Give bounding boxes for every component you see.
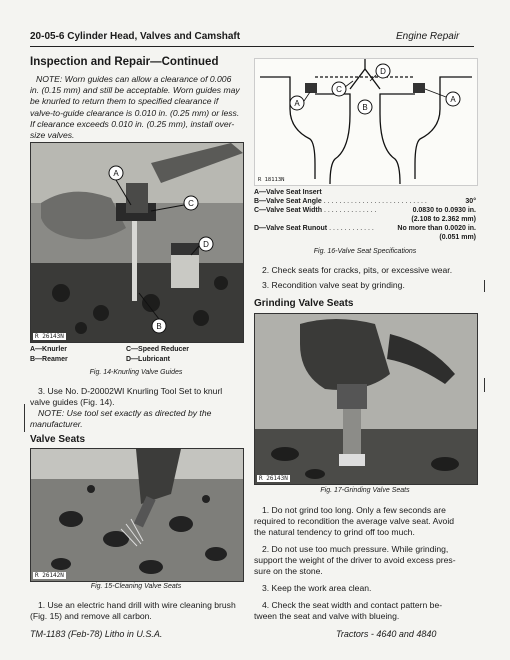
note-line: in. (0.15 mm) and still be acceptable. Worn guides may [30,85,240,96]
section-title: Inspection and Repair—Continued [30,56,219,68]
para-line: the natural tendency to grind off too much. [254,527,415,537]
note-line: be knurled to return them to specified clearance if [30,96,219,107]
page-header-right: Engine Repair [396,31,460,42]
diagram-valve-seat-specs [254,58,478,186]
para-line: 4. Check the seat width and contact pattern be- [262,600,443,610]
diagram-id: R 18113N [258,177,285,183]
spec-value: (2.108 to 2.362 mm) [411,216,476,223]
grinding-step-4 [254,600,478,622]
callouts-overlay [31,143,243,342]
spec-value: (0.051 mm) [439,234,476,241]
fig15-caption: Fig. 15-Cleaning Valve Seats [90,583,182,590]
para-line: required to recondition the average valve seat. Avoid [254,516,455,526]
note-line: NOTE: Worn guides can allow a clearance of 0.006 [36,74,232,84]
spec-dots: . . . . . . . . . . . . . . [322,207,377,214]
grinding-step-2 [254,544,478,577]
valve-seat-diagram [255,59,477,185]
photo-grinding-valve-seats [254,313,478,485]
callout-b: B [156,322,162,331]
photo-id: R 26143N [259,475,288,482]
fig16-caption: Fig. 16-Valve Seat Specifications [313,248,417,255]
para-line: tween the seat and valve with blueing. [254,611,400,621]
legend-row [30,355,242,365]
fig17-caption: Fig. 17-Grinding Valve Seats [320,487,410,494]
diagram-callout-a2: A [450,95,456,104]
para-line: support the weight of the driver to avoid excess pres- [254,555,456,565]
photo-id: R 26143N [35,333,64,340]
para-line: 2. Do not use too much pressure. While grinding, [262,544,449,554]
header-rule [30,46,474,47]
note-line: valve-to-guide clearance is 0.010 in. (0.25 mm) or less. [30,107,240,118]
legend-item: A—Knurler [30,346,67,353]
diagram-callout-c: C [336,85,342,94]
footer-left: TM-1183 (Feb-78) Litho in U.S.A. [30,629,163,639]
grinding-step-1 [254,505,478,538]
photo-id: R 26142N [35,572,64,579]
photo-knurling-valve-guides [30,142,244,343]
callout-a: A [113,169,119,178]
spec-row [254,225,374,232]
spec-label: D—Valve Seat Runout [254,225,328,232]
note-line: manufacturer. [30,419,83,430]
spec-label: C—Valve Seat Width [254,207,323,214]
spec-label: A—Valve Seat Insert [254,189,322,196]
para-line: 2. Check seats for cracks, pits, or excessive wear. [262,265,453,275]
note-worn-guides [30,74,242,141]
para-line: 1. Do not grind too long. Only a few seconds are [262,505,446,515]
grinding-photo-art [255,314,477,484]
page-header-left: 20-05-6 Cylinder Head, Valves and Camshaft [30,31,241,42]
legend-item: D—Lubricant [126,355,170,363]
note-line: size valves. [30,130,75,141]
spec-row [254,189,322,196]
fig14-caption: Fig. 14-Knurling Valve Guides [89,369,183,376]
diagram-callout-b: B [362,103,368,112]
spec-label: B—Valve Seat Angle [254,198,322,205]
revision-bar [484,378,485,392]
spec-dots: . . . . . . . . . . . . [327,225,374,232]
legend-item: B—Reamer [30,355,68,363]
spec-dots: . . . . . . . . . . . . . . . . . . . . . . . . . . . [321,198,427,205]
note-tool-set [30,408,242,430]
photo-cleaning-valve-seats [30,448,244,582]
fig14-legend [30,345,242,364]
note-line: If clearance exceeds 0.010 in. (0.25 mm), install over- [30,118,235,129]
cleaning-photo-art [31,449,243,581]
subhead-grinding: Grinding Valve Seats [254,298,354,309]
spec-list [254,189,476,247]
spec-row [254,198,427,205]
spec-value: 0.0830 to 0.0930 in. [412,207,476,214]
grinding-steps [254,505,478,622]
steps-check-seats [254,265,476,291]
spec-value: 30° [465,198,476,205]
legend-item: C—Speed Reducer [126,346,190,353]
para-line: valve guides (Fig. 14). [30,397,115,407]
para-line: (Fig. 15) and remove all carbon. [30,611,152,621]
para-line: 3. Recondition valve seat by grinding. [262,280,405,290]
diagram-callout-a: A [294,99,300,108]
callout-c: C [188,199,194,208]
footer-right: Tractors - 4640 and 4840 [336,629,437,639]
para-line: 3. Keep the work area clean. [262,583,372,593]
spec-value: No more than 0.0020 in. [397,225,476,232]
spec-row [254,207,376,214]
diagram-callout-d: D [380,67,386,76]
legend-row [30,345,242,355]
para-line: 1. Use an electric hand drill with wire cleaning brush [38,600,236,610]
revision-bar [24,404,25,432]
callout-d: D [203,240,209,249]
revision-bar [484,280,485,292]
para-line: 3. Use No. D-20002WI Knurling Tool Set to knurl [38,386,223,396]
para-line: sure on the stone. [254,566,323,576]
grinding-step-3 [254,583,478,594]
note-line: NOTE: Use tool set exactly as directed by the [38,408,212,418]
step3-knurl [30,386,242,408]
subhead-valve-seats: Valve Seats [30,434,86,445]
step1-clean [30,600,246,622]
